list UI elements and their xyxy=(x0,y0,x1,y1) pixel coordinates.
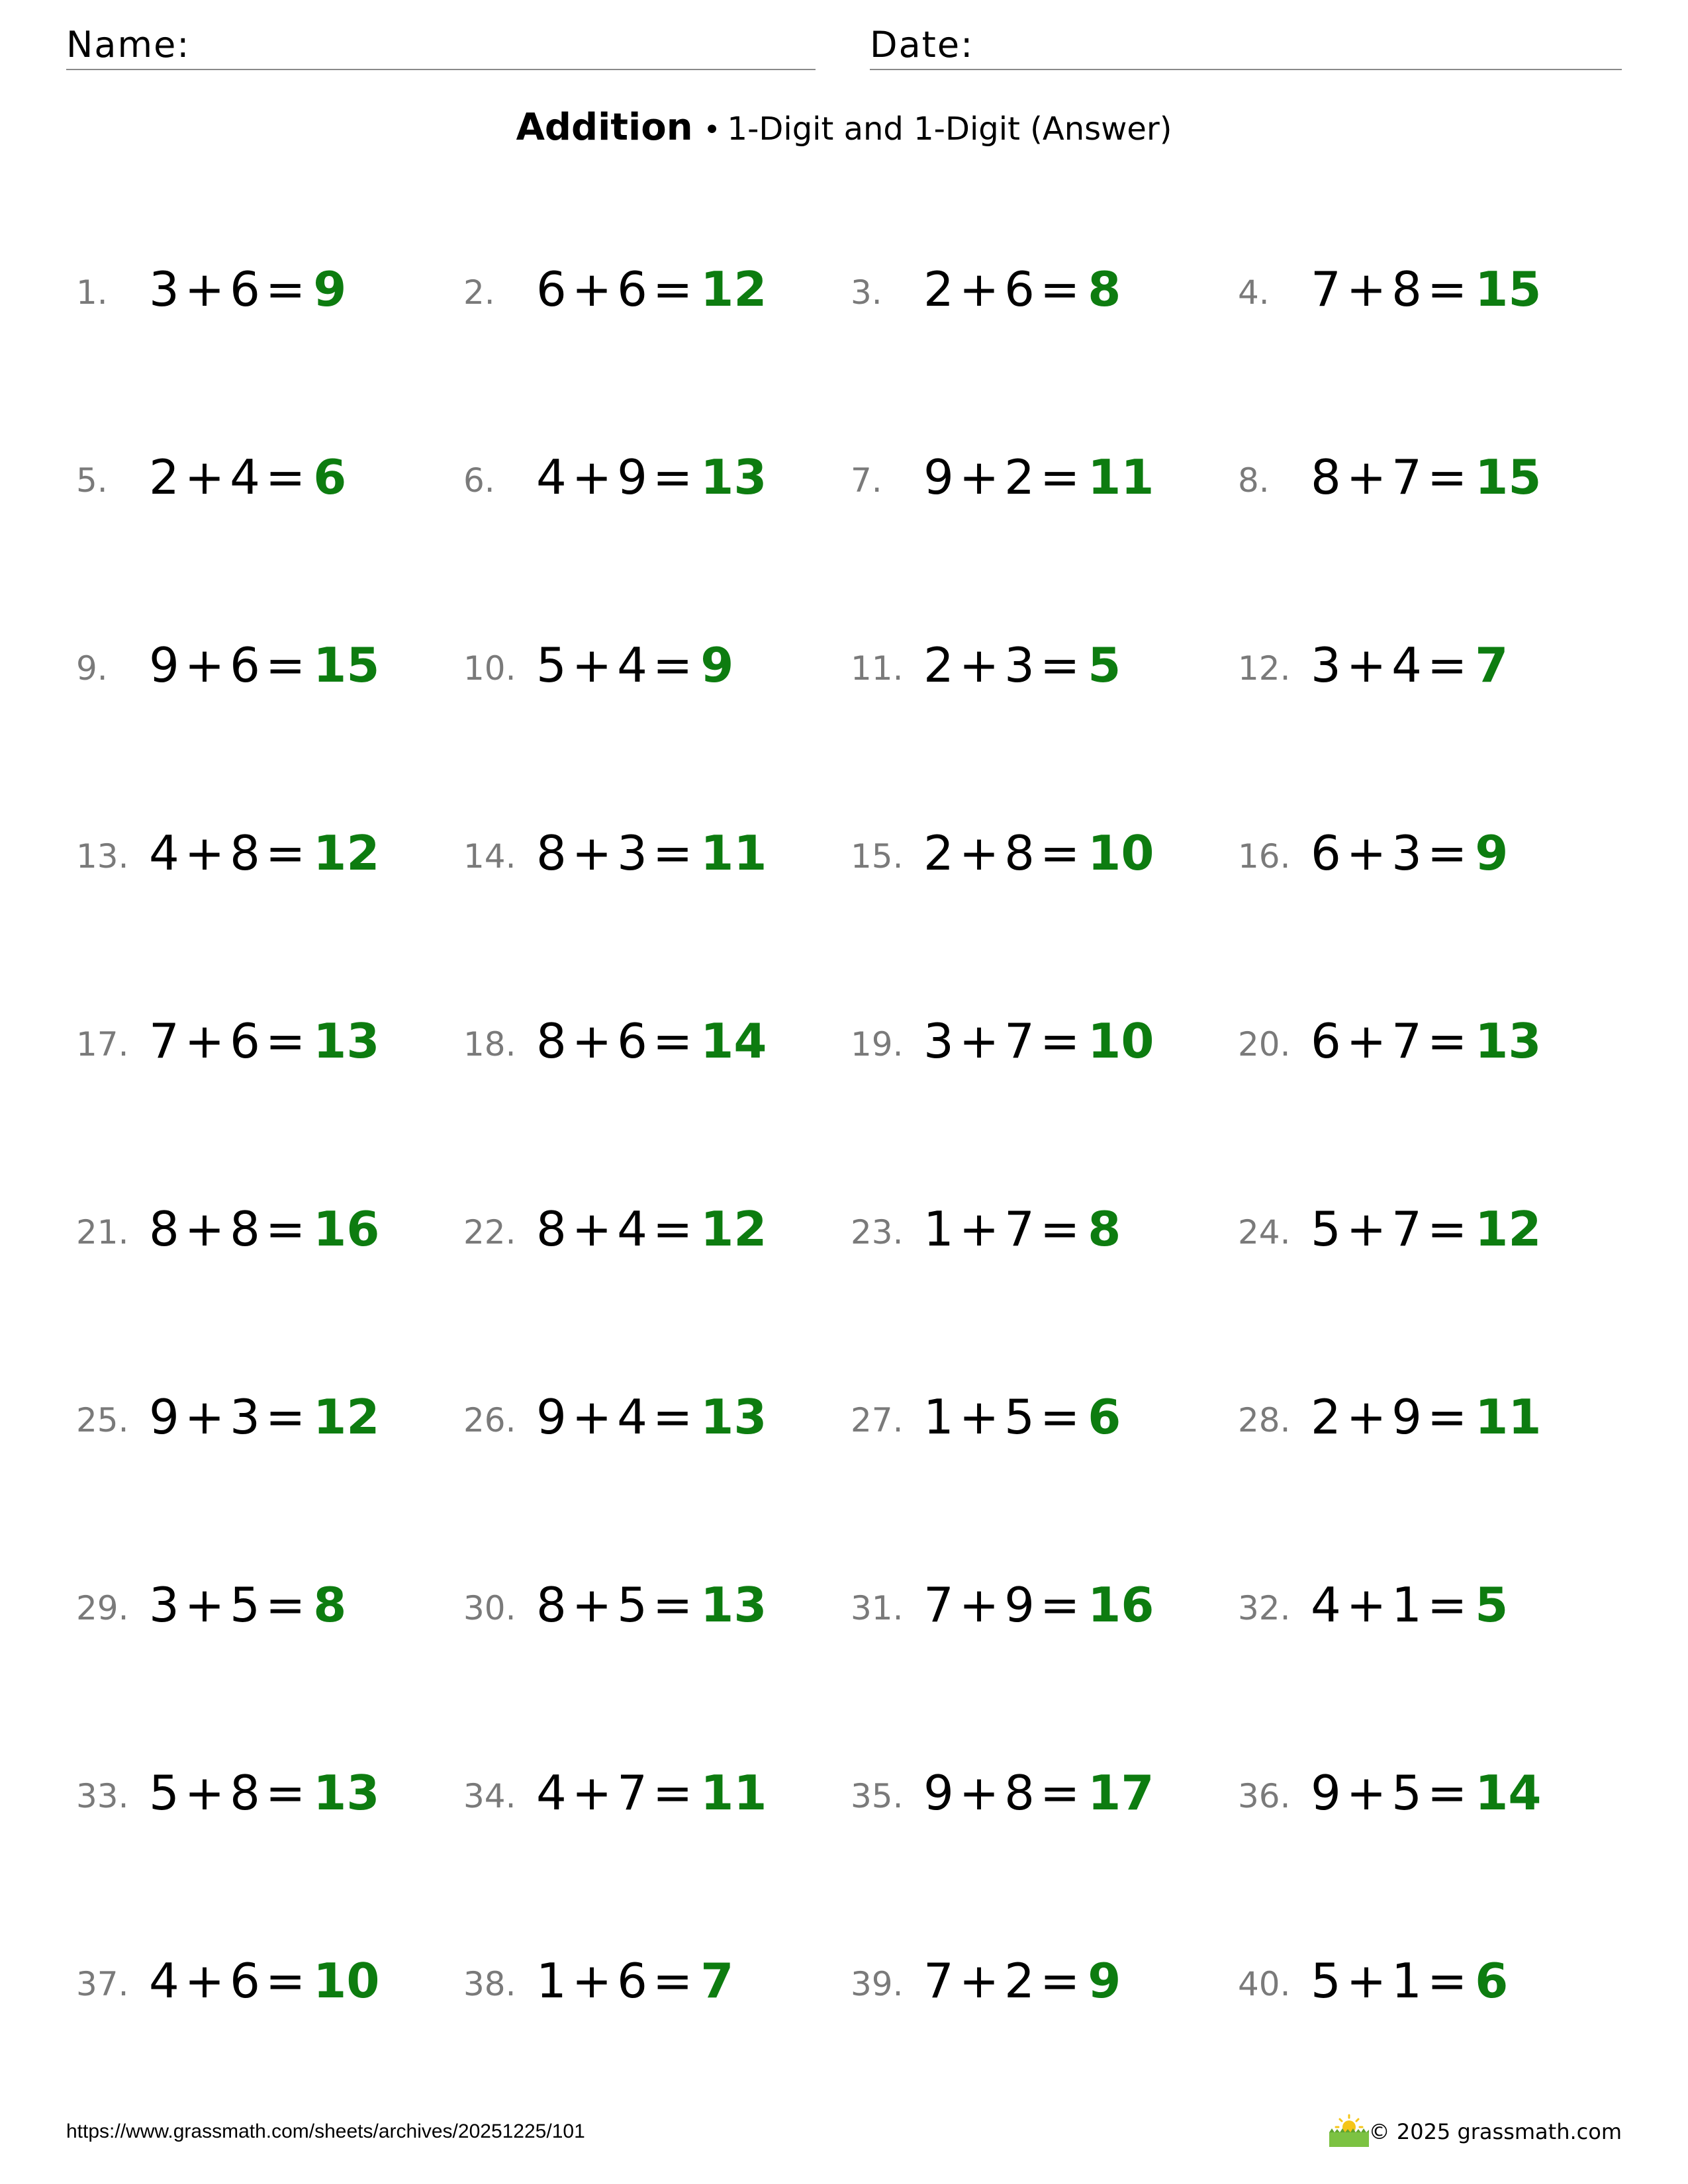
addend-a: 4 xyxy=(149,1953,179,2009)
plus-sign: + xyxy=(571,1953,612,2009)
problem-number: 25. xyxy=(76,1401,129,1439)
problem-expression xyxy=(149,1201,379,1257)
addend-b: 8 xyxy=(230,1201,260,1257)
problem-number: 37. xyxy=(76,1965,129,2003)
addend-a: 8 xyxy=(536,825,567,881)
problem-expression xyxy=(149,1013,379,1069)
plus-sign: + xyxy=(184,1577,225,1633)
answer: 9 xyxy=(313,261,347,317)
equals-sign: = xyxy=(1427,1765,1468,1821)
equals-sign: = xyxy=(1039,449,1080,505)
plus-sign: + xyxy=(571,1765,612,1821)
plus-sign: + xyxy=(959,1201,1000,1257)
addend-a: 9 xyxy=(923,1765,954,1821)
addend-a: 6 xyxy=(1311,1013,1341,1069)
plus-sign: + xyxy=(959,261,1000,317)
addend-b: 4 xyxy=(230,449,260,505)
answer: 10 xyxy=(1088,1013,1154,1069)
addend-a: 1 xyxy=(923,1201,954,1257)
equals-sign: = xyxy=(1427,261,1468,317)
addend-b: 8 xyxy=(230,825,260,881)
problem-expression xyxy=(1311,1953,1508,2009)
problem-number: 20. xyxy=(1238,1025,1291,1064)
equals-sign: = xyxy=(652,1201,693,1257)
answer: 11 xyxy=(1088,449,1154,505)
addend-b: 5 xyxy=(230,1577,260,1633)
equals-sign: = xyxy=(265,825,306,881)
addend-b: 4 xyxy=(1391,637,1422,693)
equals-sign: = xyxy=(1427,449,1468,505)
answer: 11 xyxy=(700,1765,767,1821)
addend-b: 7 xyxy=(1004,1013,1035,1069)
problem-number: 38. xyxy=(463,1965,516,2003)
problem-number: 9. xyxy=(76,649,108,688)
answer: 6 xyxy=(313,449,347,505)
problem-number: 29. xyxy=(76,1589,129,1627)
plus-sign: + xyxy=(184,449,225,505)
answer: 15 xyxy=(1475,261,1542,317)
answer: 7 xyxy=(700,1953,734,2009)
answer: 13 xyxy=(313,1013,380,1069)
equals-sign: = xyxy=(1039,1013,1080,1069)
problem-expression xyxy=(536,825,767,881)
addend-b: 2 xyxy=(1004,1953,1035,2009)
addend-a: 5 xyxy=(1311,1201,1341,1257)
problem-number: 11. xyxy=(851,649,904,688)
addend-b: 7 xyxy=(1004,1201,1035,1257)
problem-number: 35. xyxy=(851,1777,904,1815)
equals-sign: = xyxy=(1427,637,1468,693)
equals-sign: = xyxy=(652,1013,693,1069)
problem-number: 39. xyxy=(851,1965,904,2003)
plus-sign: + xyxy=(1346,1765,1387,1821)
equals-sign: = xyxy=(1427,1577,1468,1633)
equals-sign: = xyxy=(265,1953,306,2009)
problem-expression xyxy=(536,1201,767,1257)
problem-number: 27. xyxy=(851,1401,904,1439)
addend-a: 4 xyxy=(536,1765,567,1821)
problem-number: 22. xyxy=(463,1213,516,1251)
problem-expression xyxy=(536,637,733,693)
answer: 8 xyxy=(313,1577,347,1633)
equals-sign: = xyxy=(265,1389,306,1445)
addend-a: 5 xyxy=(536,637,567,693)
addend-a: 8 xyxy=(536,1013,567,1069)
answer: 15 xyxy=(1475,449,1542,505)
addend-a: 9 xyxy=(149,1389,179,1445)
problem-expression xyxy=(149,261,346,317)
plus-sign: + xyxy=(1346,825,1387,881)
answer: 7 xyxy=(1475,637,1509,693)
name-label: Name: xyxy=(66,24,191,66)
answer: 8 xyxy=(1088,261,1121,317)
answer: 12 xyxy=(313,1389,380,1445)
plus-sign: + xyxy=(571,825,612,881)
grass-sun-logo-icon xyxy=(1325,2111,1373,2148)
plus-sign: + xyxy=(184,261,225,317)
addend-a: 4 xyxy=(149,825,179,881)
equals-sign: = xyxy=(652,1765,693,1821)
plus-sign: + xyxy=(1346,1389,1387,1445)
equals-sign: = xyxy=(1039,637,1080,693)
problem-expression xyxy=(923,1389,1121,1445)
equals-sign: = xyxy=(265,1765,306,1821)
plus-sign: + xyxy=(959,637,1000,693)
problem-expression xyxy=(536,1577,767,1633)
problem-number: 1. xyxy=(76,273,108,312)
addend-a: 6 xyxy=(536,261,567,317)
addend-a: 3 xyxy=(149,261,179,317)
addend-a: 2 xyxy=(923,637,954,693)
addend-b: 6 xyxy=(617,1013,647,1069)
problem-expression xyxy=(536,1013,767,1069)
plus-sign: + xyxy=(959,1013,1000,1069)
addend-b: 7 xyxy=(1391,1013,1422,1069)
addend-b: 6 xyxy=(230,261,260,317)
date-label: Date: xyxy=(870,24,974,66)
footer-copyright: © 2025 grassmath.com xyxy=(1368,2119,1622,2144)
problem-number: 2. xyxy=(463,273,495,312)
addend-b: 5 xyxy=(1004,1389,1035,1445)
problem-expression xyxy=(923,1577,1154,1633)
problem-number: 6. xyxy=(463,461,495,500)
problem-expression xyxy=(923,1953,1121,2009)
addend-b: 3 xyxy=(1004,637,1035,693)
problem-expression xyxy=(1311,1013,1541,1069)
answer: 12 xyxy=(700,261,767,317)
title-separator: • xyxy=(703,113,721,147)
addend-b: 8 xyxy=(1004,1765,1035,1821)
equals-sign: = xyxy=(265,1013,306,1069)
problem-expression xyxy=(149,1953,379,2009)
problem-number: 32. xyxy=(1238,1589,1291,1627)
addend-a: 7 xyxy=(1311,261,1341,317)
title-subtitle: 1-Digit and 1-Digit (Answer) xyxy=(727,111,1172,148)
plus-sign: + xyxy=(184,1201,225,1257)
addend-a: 9 xyxy=(536,1389,567,1445)
addend-a: 2 xyxy=(923,261,954,317)
problem-number: 19. xyxy=(851,1025,904,1064)
addend-a: 3 xyxy=(923,1013,954,1069)
problem-expression xyxy=(923,825,1154,881)
problem-expression xyxy=(149,1389,379,1445)
problem-expression xyxy=(923,261,1121,317)
addend-a: 7 xyxy=(923,1953,954,2009)
problem-expression xyxy=(923,1765,1154,1821)
problem-number: 4. xyxy=(1238,273,1270,312)
addend-a: 7 xyxy=(149,1013,179,1069)
equals-sign: = xyxy=(1039,1765,1080,1821)
plus-sign: + xyxy=(1346,1577,1387,1633)
plus-sign: + xyxy=(959,1577,1000,1633)
plus-sign: + xyxy=(184,1953,225,2009)
equals-sign: = xyxy=(652,1953,693,2009)
problem-number: 17. xyxy=(76,1025,129,1064)
plus-sign: + xyxy=(184,1389,225,1445)
problem-number: 12. xyxy=(1238,649,1291,688)
addend-b: 6 xyxy=(230,1953,260,2009)
addend-b: 6 xyxy=(230,637,260,693)
answer: 12 xyxy=(700,1201,767,1257)
equals-sign: = xyxy=(1039,1201,1080,1257)
problem-number: 34. xyxy=(463,1777,516,1815)
equals-sign: = xyxy=(652,1389,693,1445)
addend-a: 1 xyxy=(923,1389,954,1445)
problem-expression xyxy=(149,449,346,505)
equals-sign: = xyxy=(1427,1953,1468,2009)
plus-sign: + xyxy=(1346,1201,1387,1257)
addend-a: 8 xyxy=(536,1577,567,1633)
addend-b: 6 xyxy=(617,1953,647,2009)
equals-sign: = xyxy=(265,1201,306,1257)
problem-number: 18. xyxy=(463,1025,516,1064)
answer: 9 xyxy=(1088,1953,1121,2009)
plus-sign: + xyxy=(571,449,612,505)
equals-sign: = xyxy=(652,449,693,505)
answer: 9 xyxy=(700,637,734,693)
equals-sign: = xyxy=(652,1577,693,1633)
plus-sign: + xyxy=(959,1765,1000,1821)
problem-number: 40. xyxy=(1238,1965,1291,2003)
equals-sign: = xyxy=(265,261,306,317)
footer-url[interactable]: https://www.grassmath.com/sheets/archives/20251225/101 xyxy=(66,2120,585,2142)
answer: 6 xyxy=(1475,1953,1509,2009)
problem-expression xyxy=(1311,637,1508,693)
plus-sign: + xyxy=(959,825,1000,881)
plus-sign: + xyxy=(571,1577,612,1633)
equals-sign: = xyxy=(1427,1201,1468,1257)
problem-number: 8. xyxy=(1238,461,1270,500)
problem-number: 31. xyxy=(851,1589,904,1627)
answer: 9 xyxy=(1475,825,1509,881)
answer: 15 xyxy=(313,637,380,693)
equals-sign: = xyxy=(652,825,693,881)
plus-sign: + xyxy=(571,637,612,693)
addend-b: 5 xyxy=(617,1577,647,1633)
problem-expression xyxy=(1311,1577,1508,1633)
plus-sign: + xyxy=(1346,261,1387,317)
problem-number: 7. xyxy=(851,461,882,500)
addend-b: 1 xyxy=(1391,1953,1422,2009)
answer: 11 xyxy=(700,825,767,881)
plus-sign: + xyxy=(1346,1953,1387,2009)
problem-expression xyxy=(536,1953,733,2009)
equals-sign: = xyxy=(1039,825,1080,881)
problem-expression xyxy=(923,449,1154,505)
addend-b: 8 xyxy=(1391,261,1422,317)
title-main: Addition xyxy=(516,106,693,149)
plus-sign: + xyxy=(184,1765,225,1821)
answer: 13 xyxy=(313,1765,380,1821)
problem-number: 23. xyxy=(851,1213,904,1251)
problem-expression xyxy=(1311,1389,1541,1445)
plus-sign: + xyxy=(959,449,1000,505)
addend-b: 8 xyxy=(230,1765,260,1821)
addend-a: 3 xyxy=(149,1577,179,1633)
problem-expression xyxy=(923,1201,1121,1257)
plus-sign: + xyxy=(959,1953,1000,2009)
addend-b: 3 xyxy=(617,825,647,881)
problem-expression xyxy=(1311,1765,1541,1821)
equals-sign: = xyxy=(1427,1013,1468,1069)
plus-sign: + xyxy=(571,261,612,317)
problem-expression xyxy=(536,449,767,505)
problem-number: 21. xyxy=(76,1213,129,1251)
problem-expression xyxy=(1311,449,1541,505)
answer: 5 xyxy=(1475,1577,1509,1633)
addend-b: 9 xyxy=(1391,1389,1422,1445)
addend-a: 2 xyxy=(1311,1389,1341,1445)
problem-expression xyxy=(149,637,379,693)
addend-a: 2 xyxy=(923,825,954,881)
problem-number: 16. xyxy=(1238,837,1291,876)
addend-a: 8 xyxy=(1311,449,1341,505)
answer: 17 xyxy=(1088,1765,1154,1821)
problem-expression xyxy=(1311,825,1508,881)
plus-sign: + xyxy=(184,825,225,881)
answer: 13 xyxy=(700,1389,767,1445)
problem-expression xyxy=(536,261,767,317)
addend-b: 4 xyxy=(617,1389,647,1445)
problem-number: 15. xyxy=(851,837,904,876)
addend-b: 5 xyxy=(1391,1765,1422,1821)
addend-a: 7 xyxy=(923,1577,954,1633)
problem-number: 28. xyxy=(1238,1401,1291,1439)
addend-a: 8 xyxy=(149,1201,179,1257)
problem-number: 14. xyxy=(463,837,516,876)
addend-a: 9 xyxy=(149,637,179,693)
problem-number: 13. xyxy=(76,837,129,876)
problem-expression xyxy=(923,637,1121,693)
answer: 5 xyxy=(1088,637,1121,693)
addend-b: 7 xyxy=(617,1765,647,1821)
problem-number: 5. xyxy=(76,461,108,500)
answer: 6 xyxy=(1088,1389,1121,1445)
problem-expression xyxy=(536,1765,767,1821)
problem-number: 3. xyxy=(851,273,882,312)
answer: 14 xyxy=(700,1013,767,1069)
plus-sign: + xyxy=(571,1201,612,1257)
problem-expression xyxy=(1311,261,1541,317)
answer: 12 xyxy=(1475,1201,1542,1257)
answer: 14 xyxy=(1475,1765,1542,1821)
plus-sign: + xyxy=(959,1389,1000,1445)
plus-sign: + xyxy=(1346,449,1387,505)
answer: 13 xyxy=(700,449,767,505)
answer: 13 xyxy=(1475,1013,1542,1069)
addend-b: 6 xyxy=(230,1013,260,1069)
addend-b: 9 xyxy=(617,449,647,505)
equals-sign: = xyxy=(1427,825,1468,881)
answer: 10 xyxy=(1088,825,1154,881)
equals-sign: = xyxy=(1039,1953,1080,2009)
addend-b: 4 xyxy=(617,637,647,693)
addend-a: 8 xyxy=(536,1201,567,1257)
problem-expression xyxy=(536,1389,767,1445)
addend-a: 5 xyxy=(149,1765,179,1821)
addend-a: 1 xyxy=(536,1953,567,2009)
answer: 12 xyxy=(313,825,380,881)
problem-number: 30. xyxy=(463,1589,516,1627)
plus-sign: + xyxy=(571,1013,612,1069)
equals-sign: = xyxy=(265,449,306,505)
problem-number: 33. xyxy=(76,1777,129,1815)
problem-expression xyxy=(149,1577,346,1633)
problem-expression xyxy=(149,1765,379,1821)
problem-number: 10. xyxy=(463,649,516,688)
problem-number: 26. xyxy=(463,1401,516,1439)
problem-number: 36. xyxy=(1238,1777,1291,1815)
answer: 8 xyxy=(1088,1201,1121,1257)
answer: 11 xyxy=(1475,1389,1542,1445)
addend-b: 4 xyxy=(617,1201,647,1257)
equals-sign: = xyxy=(1039,1577,1080,1633)
addend-a: 4 xyxy=(536,449,567,505)
addend-b: 6 xyxy=(1004,261,1035,317)
addend-a: 9 xyxy=(923,449,954,505)
addend-b: 7 xyxy=(1391,1201,1422,1257)
problem-expression xyxy=(149,825,379,881)
plus-sign: + xyxy=(184,1013,225,1069)
equals-sign: = xyxy=(652,637,693,693)
equals-sign: = xyxy=(265,637,306,693)
answer: 10 xyxy=(313,1953,380,2009)
problem-number: 24. xyxy=(1238,1213,1291,1251)
answer: 16 xyxy=(313,1201,380,1257)
addend-a: 4 xyxy=(1311,1577,1341,1633)
addend-a: 9 xyxy=(1311,1765,1341,1821)
addend-b: 1 xyxy=(1391,1577,1422,1633)
problem-expression xyxy=(923,1013,1154,1069)
addend-b: 9 xyxy=(1004,1577,1035,1633)
addend-b: 3 xyxy=(230,1389,260,1445)
answer: 13 xyxy=(700,1577,767,1633)
equals-sign: = xyxy=(265,1577,306,1633)
addend-a: 3 xyxy=(1311,637,1341,693)
plus-sign: + xyxy=(571,1389,612,1445)
plus-sign: + xyxy=(1346,1013,1387,1069)
equals-sign: = xyxy=(1039,1389,1080,1445)
equals-sign: = xyxy=(1039,261,1080,317)
addend-a: 6 xyxy=(1311,825,1341,881)
plus-sign: + xyxy=(184,637,225,693)
addend-a: 2 xyxy=(149,449,179,505)
equals-sign: = xyxy=(652,261,693,317)
addend-a: 5 xyxy=(1311,1953,1341,2009)
addend-b: 8 xyxy=(1004,825,1035,881)
problem-expression xyxy=(1311,1201,1541,1257)
addend-b: 7 xyxy=(1391,449,1422,505)
addend-b: 2 xyxy=(1004,449,1035,505)
addend-b: 3 xyxy=(1391,825,1422,881)
answer: 16 xyxy=(1088,1577,1154,1633)
equals-sign: = xyxy=(1427,1389,1468,1445)
addend-b: 6 xyxy=(617,261,647,317)
plus-sign: + xyxy=(1346,637,1387,693)
